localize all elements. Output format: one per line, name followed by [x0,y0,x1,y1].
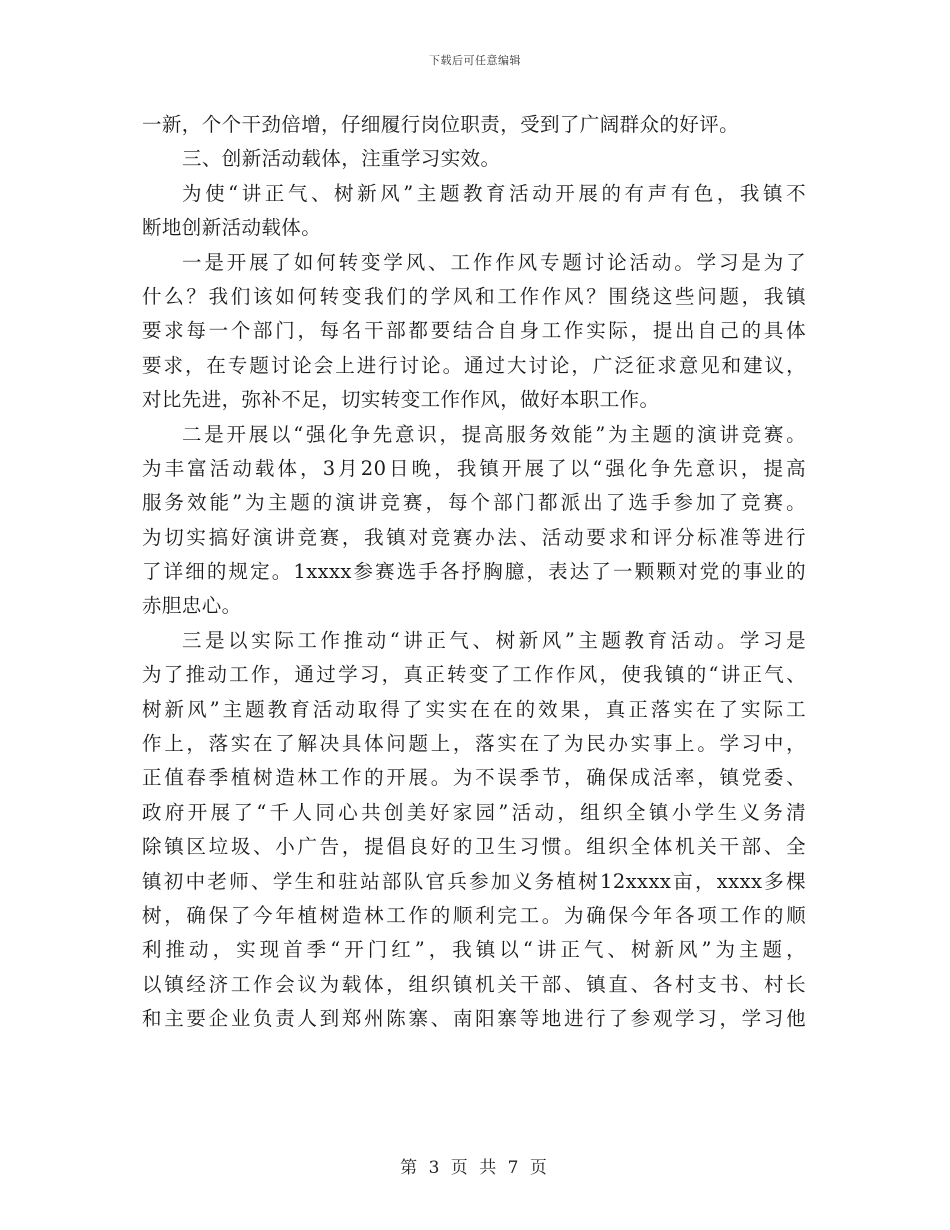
paragraph-line: 断地创新活动载体。 [142,216,322,240]
paragraph-line: 除镇区垃圾、小广告，提倡良好的卫生习惯。组织全体机关干部、全 [142,835,806,859]
paragraph-line: 为切实搞好演讲竞赛，我镇对竞赛办法、活动要求和评分标准等进行 [142,525,806,549]
paragraph-line: 和主要企业负责人到郑州陈寨、南阳寨等地进行了参观学习，学习他 [142,1007,806,1031]
paragraph-line: 一是开展了如何转变学风、工作作风专题讨论活动。学习是为了 [182,250,806,274]
paragraph-line: 二是开展以“强化争先意识，提高服务效能”为主题的演讲竞赛。 [182,422,806,446]
paragraph-line: 为丰富活动载体，3月20日晚，我镇开展了以“强化争先意识，提高 [142,456,806,480]
page-footer: 第 3 页 共 7 页 [400,1158,550,1178]
paragraph-line: 作上，落实在了解决具体问题上，落实在了为民办实事上。学习中， [142,732,806,756]
paragraph-line: 树，确保了今年植树造林工作的顺利完工。为确保今年各项工作的顺 [142,903,806,927]
paragraph-line: 一新，个个干劲倍增，仔细履行岗位职责，受到了广阔群众的好评。 [142,113,740,136]
paragraph-line: 了详细的规定。1xxxx参赛选手各抒胸臆，表达了一颗颗对党的事业的 [142,560,806,584]
paragraph-line: 政府开展了“千人同心共创美好家园”活动，组织全镇小学生义务清 [142,800,806,824]
paragraph-line: 什么？我们该如何转变我们的学风和工作作风？围绕这些问题，我镇 [142,284,806,308]
paragraph-line: 为使“讲正气、树新风”主题教育活动开展的有声有色，我镇不 [182,181,806,205]
paragraph-line: 三是以实际工作推动“讲正气、树新风”主题教育活动。学习是 [182,628,806,652]
page-header: 下载后可任意编辑 [429,54,521,67]
paragraph-line: 利推动，实现首季“开门红”，我镇以“讲正气、树新风”为主题， [142,938,806,962]
paragraph-line: 服务效能”为主题的演讲竞赛，每个部门都派出了选手参加了竞赛。 [142,491,806,515]
paragraph-line: 正值春季植树造林工作的开展。为不误季节，确保成活率，镇党委、 [142,766,806,790]
paragraph-line: 树新风”主题教育活动取得了实实在在的效果，真正落实在了实际工 [142,697,806,721]
section-heading: 三、创新活动载体，注重学习实效。 [182,147,501,171]
paragraph-line: 要求，在专题讨论会上进行讨论。通过大讨论，广泛征求意见和建议， [142,353,806,377]
paragraph-line: 赤胆忠心。 [142,594,242,618]
paragraph-line: 以镇经济工作会议为载体，组织镇机关干部、镇直、各村支书、村长 [142,972,806,996]
paragraph-line: 要求每一个部门，每名干部都要结合自身工作实际，提出自己的具体 [142,319,806,343]
paragraph-line: 对比先进，弥补不足，切实转变工作作风，做好本职工作。 [142,388,660,412]
document-body [142,108,806,1037]
paragraph-line: 镇初中老师、学生和驻站部队官兵参加义务植树12xxxx亩，xxxx多棵 [142,869,806,893]
paragraph-line: 为了推动工作，通过学习，真正转变了工作作风，使我镇的“讲正气、 [142,663,806,687]
